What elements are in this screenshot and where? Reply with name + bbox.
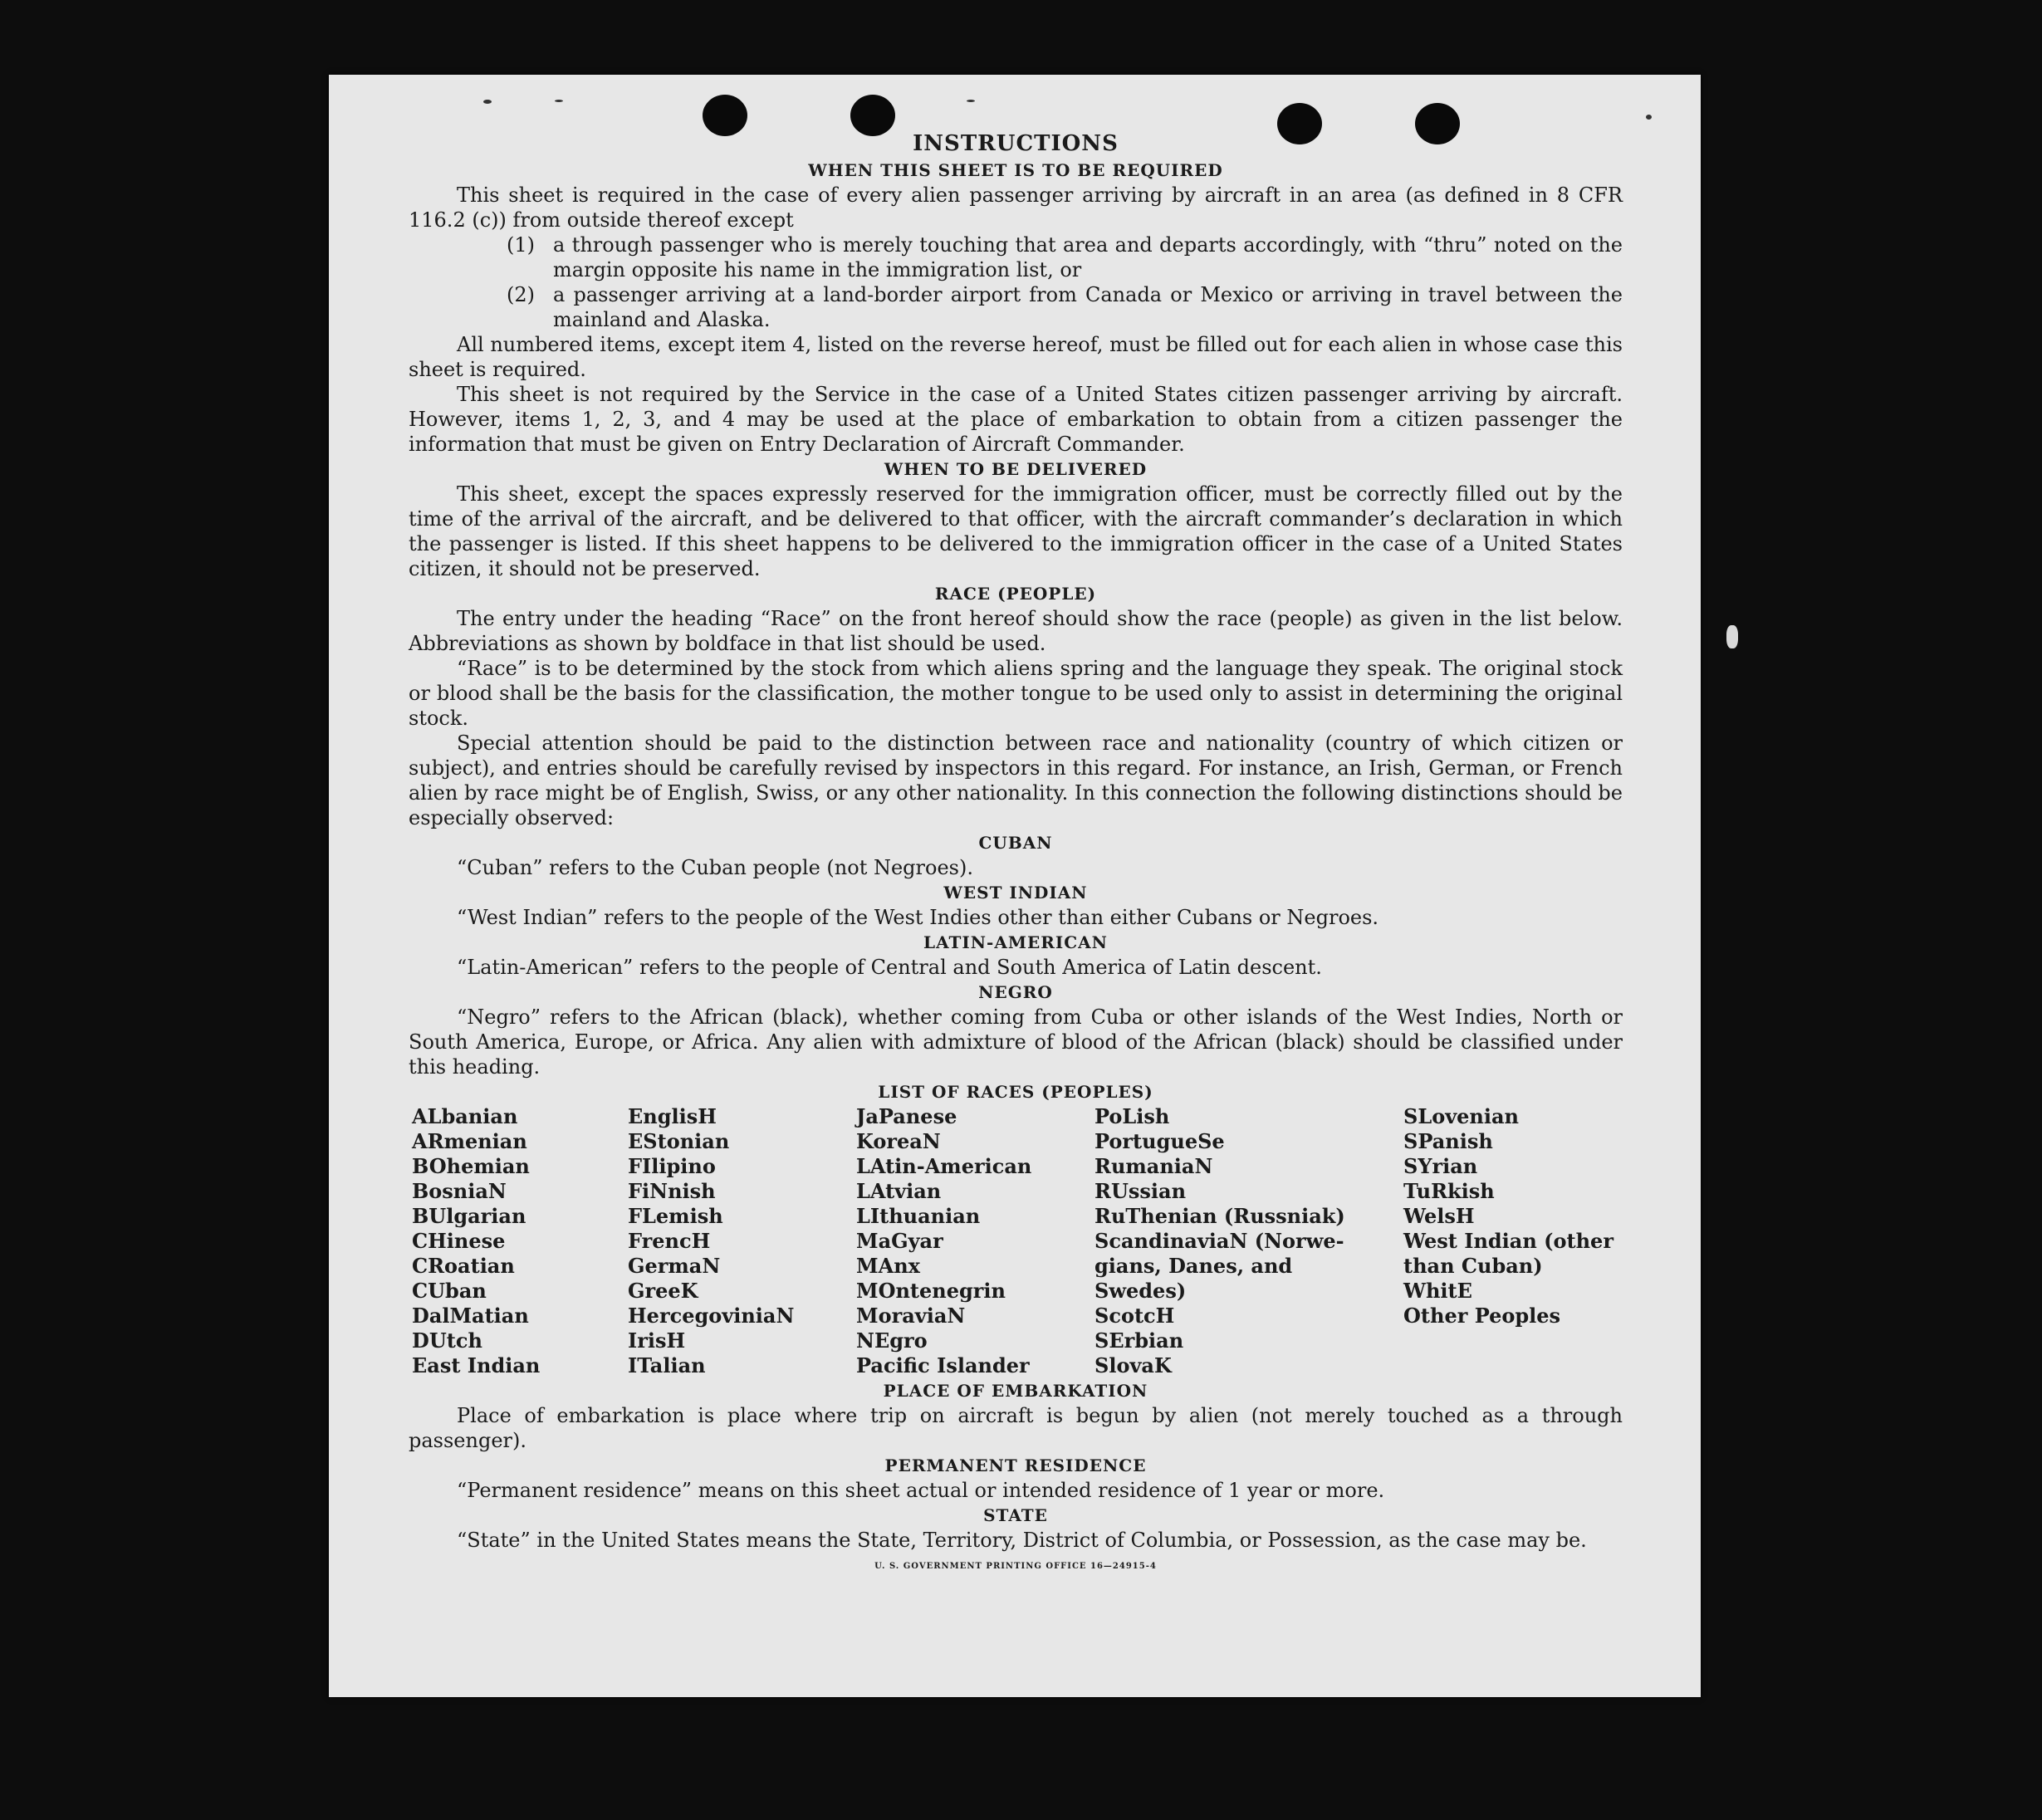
item-number: (1) — [507, 233, 535, 257]
item-text: a passenger arriving at a land-border airport from Canada or Mexico or arriving in travel between the mainland and Alaska. — [553, 283, 1623, 331]
race-entry: SPanish — [1403, 1129, 1493, 1153]
race-entry: ITalian — [628, 1353, 706, 1377]
list-item — [507, 232, 1623, 282]
paragraph: “West Indian” refers to the people of the West Indies other than either Cubans or Negroes. — [457, 906, 1379, 929]
item-number: (2) — [507, 283, 535, 306]
page-title: INSTRUCTIONS — [913, 131, 1119, 156]
race-entry: CUban — [412, 1279, 487, 1303]
paragraph: “Negro” refers to the African (black), whether coming from Cuba or other islands of the West Indies, North or South America, Europe, or Africa. Any alien with admixture of blood of the African (black) should be classified under this heading. — [409, 1005, 1623, 1079]
instructions-text — [409, 130, 1623, 1579]
ink-speck — [1646, 115, 1652, 120]
race-entry: WelsH — [1403, 1204, 1475, 1228]
section-heading: STATE — [983, 1505, 1048, 1525]
race-entry: CRoatian — [412, 1254, 515, 1278]
paragraph: The entry under the heading “Race” on the front hereof should show the race (people) as given in the list below. Abbreviations as shown by boldface in that list should be used. — [409, 607, 1623, 655]
race-column — [1094, 1104, 1403, 1378]
race-entry: MaGyar — [856, 1229, 943, 1253]
race-entry: DalMatian — [412, 1304, 529, 1328]
race-entry: LAtin-American — [856, 1154, 1032, 1178]
race-entry: PortugueSe — [1094, 1129, 1225, 1153]
race-entry: MAnx — [856, 1254, 920, 1278]
paragraph: “Cuban” refers to the Cuban people (not Negroes). — [457, 856, 973, 879]
section-heading: WHEN TO BE DELIVERED — [884, 459, 1148, 479]
scan-artifact — [1726, 625, 1738, 648]
race-entry: DUtch — [412, 1328, 482, 1353]
item-text: a through passenger who is merely touching that area and departs accordingly, with “thru” noted on the margin opposite his name in the immigration list, or — [553, 233, 1623, 281]
race-entry: HercegoviniaN — [628, 1304, 795, 1328]
race-column — [1403, 1104, 1623, 1378]
race-entry: TuRkish — [1403, 1179, 1495, 1203]
section-heading: NEGRO — [978, 982, 1053, 1002]
race-entry: SlovaK — [1094, 1353, 1172, 1377]
section-heading: WHEN THIS SHEET IS TO BE REQUIRED — [808, 160, 1223, 180]
race-entry: Pacific Islander — [856, 1353, 1030, 1377]
ink-speck — [967, 100, 975, 102]
race-entry: PoLish — [1094, 1104, 1170, 1128]
race-entry: FIlipino — [628, 1154, 716, 1178]
race-entry: Other Peoples — [1403, 1304, 1561, 1328]
ink-speck — [483, 100, 492, 104]
paragraph: This sheet is not required by the Service in the case of a United States citizen passenger arriving by aircraft. However, items 1, 2, 3, and 4 may be used at the place of embarkation to obtain from a citizen passenger the information that must be given on Entry Declaration of Aircraft Commander. — [409, 383, 1623, 456]
race-entry: BOhemian — [412, 1154, 530, 1178]
race-entry: GreeK — [628, 1279, 698, 1303]
paragraph: This sheet is required in the case of every alien passenger arriving by aircraft in an area (as defined in 8 CFR 116.2 (c)) from outside thereof except — [409, 183, 1623, 232]
race-entry: SYrian — [1403, 1154, 1478, 1178]
section-heading: PLACE OF EMBARKATION — [883, 1381, 1148, 1401]
race-entry: RUssian — [1094, 1179, 1187, 1203]
paragraph: Place of embarkation is place where trip on aircraft is begun by alien (not merely touched as a through passenger). — [409, 1404, 1623, 1452]
race-entry: CHinese — [412, 1229, 506, 1253]
race-entry: FrencH — [628, 1229, 711, 1253]
race-entry: SLovenian — [1403, 1104, 1519, 1128]
race-list — [412, 1104, 1623, 1378]
paragraph: All numbered items, except item 4, listed on the reverse hereof, must be filled out for each alien in whose case this sheet is required. — [409, 333, 1623, 381]
race-entry: West Indian (other than Cuban) — [1403, 1229, 1614, 1278]
race-entry: KoreaN — [856, 1129, 941, 1153]
paragraph: Special attention should be paid to the distinction between race and nationality (country of which citizen or subject), and entries should be carefully revised by inspectors in this regard. For instance, an Irish, German, or French alien by race might be of English, Swiss, or any other nationality. In this connection the following distinctions should be especially observed: — [409, 731, 1623, 829]
ink-speck — [555, 100, 563, 102]
race-entry: RumaniaN — [1094, 1154, 1213, 1178]
race-entry: BosniaN — [412, 1179, 507, 1203]
paragraph: “Permanent residence” means on this sheet actual or intended residence of 1 year or more. — [457, 1479, 1385, 1502]
race-entry: LIthuanian — [856, 1204, 981, 1228]
printer-imprint: U. S. GOVERNMENT PRINTING OFFICE 16—24915-4 — [874, 1562, 1157, 1571]
section-heading: CUBAN — [978, 833, 1053, 853]
race-entry: WhitE — [1403, 1279, 1472, 1303]
race-entry: FLemish — [628, 1204, 723, 1228]
section-heading: RACE (PEOPLE) — [934, 584, 1097, 604]
race-entry: GermaN — [628, 1254, 721, 1278]
race-entry: FiNnish — [628, 1179, 716, 1203]
section-heading: LATIN-AMERICAN — [923, 932, 1108, 952]
race-entry: SErbian — [1094, 1328, 1184, 1353]
document-sheet — [329, 75, 1701, 1697]
race-entry: ALbanian — [412, 1104, 518, 1128]
section-heading: PERMANENT RESIDENCE — [884, 1456, 1147, 1475]
race-entry: EStonian — [628, 1129, 730, 1153]
paragraph: “Latin-American” refers to the people of Central and South America of Latin descent. — [457, 956, 1322, 979]
race-entry: MoraviaN — [856, 1304, 966, 1328]
race-column — [412, 1104, 628, 1378]
race-entry: RuThenian (Russniak) — [1094, 1204, 1345, 1228]
race-entry: East Indian — [412, 1353, 541, 1377]
race-entry: ARmenian — [412, 1129, 527, 1153]
race-entry: NEgro — [856, 1328, 928, 1353]
race-entry: BUlgarian — [412, 1204, 526, 1228]
paragraph: This sheet, except the spaces expressly reserved for the immigration officer, must be correctly filled out by the time of the arrival of the aircraft, and be delivered to that officer, with the aircraft commander’s declaration in which the passenger is listed. If this sheet happens to be delivered to the immigration officer in the case of a United States citizen, it should not be preserved. — [409, 482, 1623, 580]
race-entry: IrisH — [628, 1328, 686, 1353]
paragraph: “State” in the United States means the State, Territory, District of Columbia, or Possession, as the case may be. — [457, 1529, 1587, 1552]
race-column — [628, 1104, 856, 1378]
paragraph: “Race” is to be determined by the stock from which aliens spring and the language they speak. The original stock or blood shall be the basis for the classification, the mother tongue to be used only to assist in determining the original stock. — [409, 657, 1623, 730]
section-heading: WEST INDIAN — [943, 883, 1088, 903]
race-entry: MOntenegrin — [856, 1279, 1006, 1303]
race-entry: JaPanese — [856, 1104, 957, 1128]
list-item — [507, 282, 1623, 332]
race-entry: ScotcH — [1094, 1304, 1175, 1328]
race-entry: EnglisH — [628, 1104, 717, 1128]
race-entry: ScandinaviaN (Norwe- gians, Danes, and Swedes) — [1094, 1229, 1344, 1303]
section-heading: LIST OF RACES (PEOPLES) — [878, 1082, 1153, 1102]
race-entry: LAtvian — [856, 1179, 942, 1203]
race-column — [856, 1104, 1094, 1378]
